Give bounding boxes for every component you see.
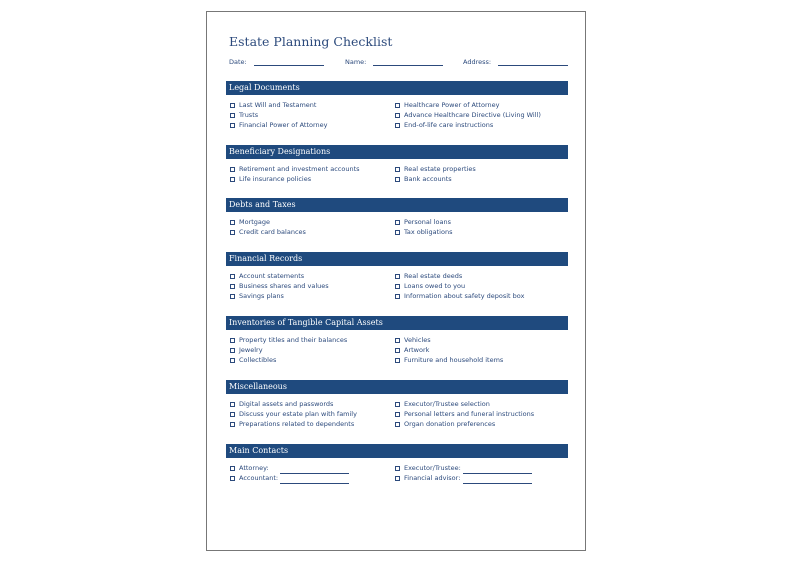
item-label: Account statements [239,272,305,280]
address-line[interactable] [498,58,568,66]
checkbox[interactable] [230,338,235,343]
checklist-item[interactable] [395,281,465,291]
checkbox[interactable] [230,274,235,279]
section [226,81,568,129]
checkbox[interactable] [395,177,400,182]
item-label: Furniture and household items [404,356,504,364]
item-label: Business shares and values [239,282,329,290]
checklist-item[interactable] [395,227,452,237]
checkbox[interactable] [230,113,235,118]
item-label: Organ donation preferences [404,420,496,428]
checklist-item[interactable] [395,100,499,110]
checkbox[interactable] [395,422,400,427]
item-label: Healthcare Power of Attorney [404,101,500,109]
checkbox[interactable] [395,338,400,343]
checkbox[interactable] [395,113,400,118]
contact-input-line[interactable] [280,476,349,484]
date-field[interactable] [229,58,324,66]
item-label: Personal letters and funeral instructions [404,410,535,418]
item-label: Retirement and investment accounts [239,165,360,173]
item-label: Credit card balances [239,228,306,236]
checkbox[interactable] [230,220,235,225]
name-line[interactable] [373,58,443,66]
checklist-item[interactable] [230,463,269,473]
section [226,380,568,428]
checklist-item[interactable] [230,227,306,237]
checklist-item[interactable] [230,409,357,419]
checklist-item[interactable] [395,120,493,130]
checkbox[interactable] [395,230,400,235]
item-label: Information about safety deposit box [404,292,525,300]
checklist-item[interactable] [230,291,284,301]
checkbox[interactable] [230,230,235,235]
section-header: Main Contacts [226,444,568,458]
item-label: Collectibles [239,356,277,364]
checkbox[interactable] [395,358,400,363]
checklist-item[interactable] [395,164,476,174]
item-label: Financial advisor: [404,474,461,482]
checkbox[interactable] [230,284,235,289]
section [226,198,568,246]
name-field[interactable] [345,58,443,66]
checkbox[interactable] [230,177,235,182]
item-label: Real estate properties [404,165,476,173]
date-label: Date: [229,58,247,66]
checklist-item[interactable] [395,419,495,429]
item-label: Preparations related to dependents [239,420,355,428]
checkbox[interactable] [230,294,235,299]
name-label: Name: [345,58,367,66]
section-header: Legal Documents [226,81,568,95]
checklist-item[interactable] [230,110,258,120]
checklist-item[interactable] [230,345,263,355]
item-label: Personal loans [404,218,451,226]
address-field[interactable] [463,58,568,66]
checklist-item[interactable] [230,473,278,483]
checkbox[interactable] [395,402,400,407]
checklist-item[interactable] [230,120,328,130]
section-header: Inventories of Tangible Capital Assets [226,316,568,330]
date-line[interactable] [254,58,324,66]
checklist-item[interactable] [395,110,541,120]
checkbox[interactable] [395,123,400,128]
item-label: Attorney: [239,464,269,472]
checkbox[interactable] [395,220,400,225]
checkbox[interactable] [395,476,400,481]
item-label: Bank accounts [404,175,452,183]
item-label: Property titles and their balances [239,336,348,344]
checklist-item[interactable] [395,174,452,184]
checkbox[interactable] [230,402,235,407]
checklist-item[interactable] [395,409,534,419]
item-label: Trusts [239,111,259,119]
checklist-item[interactable] [395,217,451,227]
checklist-item[interactable] [395,399,490,409]
checklist-item[interactable] [395,463,461,473]
item-label: Jewelry [239,346,263,354]
checkbox[interactable] [395,348,400,353]
section-header: Miscellaneous [226,380,568,394]
section [226,316,568,364]
checklist-item[interactable] [230,335,347,345]
item-label: Executor/Trustee selection [404,400,490,408]
contact-input-line[interactable] [463,466,532,474]
checkbox[interactable] [395,103,400,108]
checkbox[interactable] [230,123,235,128]
checkbox[interactable] [230,412,235,417]
checklist-item[interactable] [230,419,354,429]
section-header: Debts and Taxes [226,198,568,212]
checklist-item[interactable] [395,291,524,301]
checkbox[interactable] [230,476,235,481]
item-label: Loans owed to you [404,282,466,290]
checklist-item[interactable] [230,174,311,184]
item-label: Accountant: [239,474,279,482]
checklist-item[interactable] [230,355,276,365]
section [226,145,568,193]
checkbox[interactable] [395,167,400,172]
checklist-item[interactable] [395,345,429,355]
checklist-item[interactable] [230,271,304,281]
checkbox[interactable] [230,167,235,172]
checklist-item[interactable] [395,271,462,281]
checklist-item[interactable] [395,473,460,483]
contact-input-line[interactable] [463,476,532,484]
item-label: Artwork [404,346,430,354]
page-title: Estate Planning Checklist [229,34,393,49]
checkbox[interactable] [395,294,400,299]
item-label: Savings plans [239,292,284,300]
checkbox[interactable] [395,274,400,279]
contact-input-line[interactable] [280,466,349,474]
item-label: End-of-life care instructions [404,121,494,129]
checklist-item[interactable] [395,355,503,365]
checklist-item[interactable] [230,217,270,227]
item-label: Vehicles [404,336,431,344]
item-label: Real estate deeds [404,272,463,280]
item-label: Tax obligations [404,228,453,236]
section [226,252,568,300]
checklist-item[interactable] [230,164,360,174]
checklist-item[interactable] [230,100,316,110]
checkbox[interactable] [230,103,235,108]
checkbox[interactable] [395,412,400,417]
checkbox[interactable] [230,466,235,471]
address-label: Address: [463,58,492,66]
item-label: Financial Power of Attorney [239,121,328,129]
section [226,444,568,492]
section-header: Beneficiary Designations [226,145,568,159]
checkbox[interactable] [230,348,235,353]
checkbox[interactable] [395,284,400,289]
item-label: Last Will and Testament [239,101,317,109]
item-label: Mortgage [239,218,271,226]
checklist-item[interactable] [395,335,431,345]
checklist-item[interactable] [230,399,333,409]
item-label: Life insurance policies [239,175,312,183]
item-label: Advance Healthcare Directive (Living Will) [404,111,541,119]
checkbox[interactable] [230,358,235,363]
checkbox[interactable] [395,466,400,471]
section-header: Financial Records [226,252,568,266]
checklist-item[interactable] [230,281,329,291]
item-label: Digital assets and passwords [239,400,334,408]
item-label: Discuss your estate plan with family [239,410,357,418]
item-label: Executor/Trustee: [404,464,461,472]
checkbox[interactable] [230,422,235,427]
